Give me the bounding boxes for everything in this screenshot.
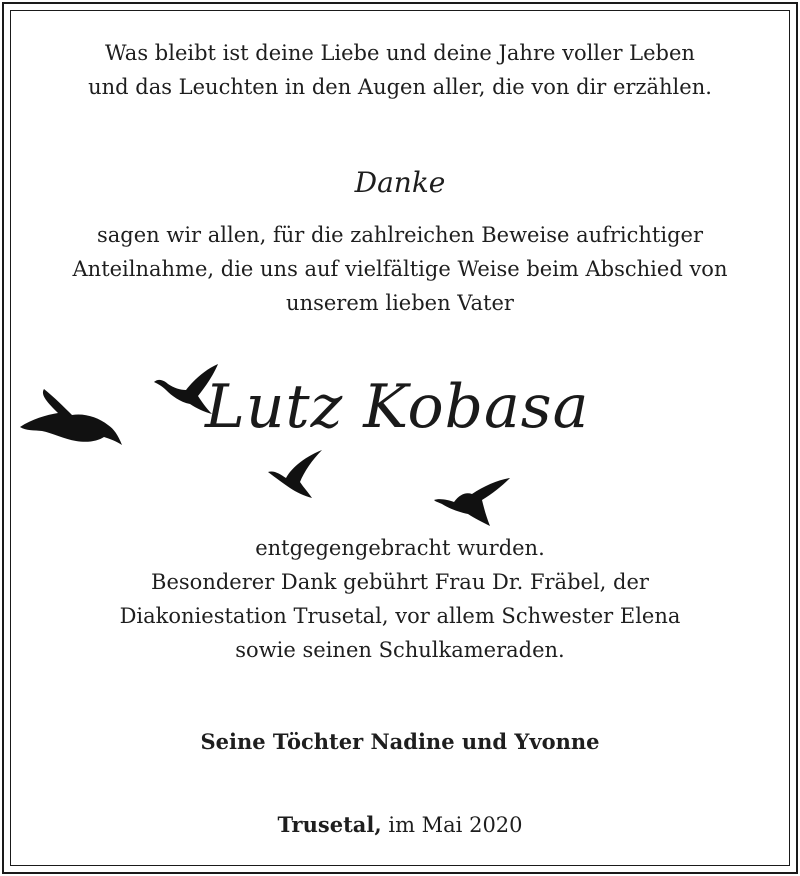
place-date xyxy=(0,808,800,842)
deceased-name: Lutz Kobasa xyxy=(205,372,590,442)
flying-bird-icon xyxy=(432,476,512,532)
thanks-text xyxy=(0,218,800,320)
signature: Seine Töchter Nadine und Yvonne xyxy=(200,729,600,754)
thanks-line-1: sagen wir allen, für die zahlreichen Beweise aufrichtiger xyxy=(96,223,703,247)
danke-heading: Danke xyxy=(354,166,446,199)
date: im Mai 2020 xyxy=(388,813,523,837)
intro-line-1: Was bleibt ist deine Liebe und deine Jahre voller Leben xyxy=(105,41,695,65)
closing-text xyxy=(0,531,800,667)
intro-verse xyxy=(0,36,800,104)
intro-line-2: und das Leuchten in den Augen aller, die von dir erzählen. xyxy=(88,75,712,99)
closing-line-2: Besonderer Dank gebührt Frau Dr. Fräbel, der xyxy=(151,570,649,594)
flying-bird-icon xyxy=(18,385,124,451)
place: Trusetal, xyxy=(277,812,382,837)
flying-bird-icon xyxy=(266,448,326,500)
closing-line-3: Diakoniestation Trusetal, vor allem Schwester Elena xyxy=(119,604,681,628)
closing-line-1: entgegengebracht wurden. xyxy=(255,536,545,560)
closing-line-4: sowie seinen Schulkameraden. xyxy=(235,638,565,662)
flying-bird-icon xyxy=(152,360,224,418)
thanks-line-2: Anteilnahme, die uns auf vielfältige Weise beim Abschied von xyxy=(72,257,728,281)
thanks-line-3: unserem lieben Vater xyxy=(286,291,514,315)
